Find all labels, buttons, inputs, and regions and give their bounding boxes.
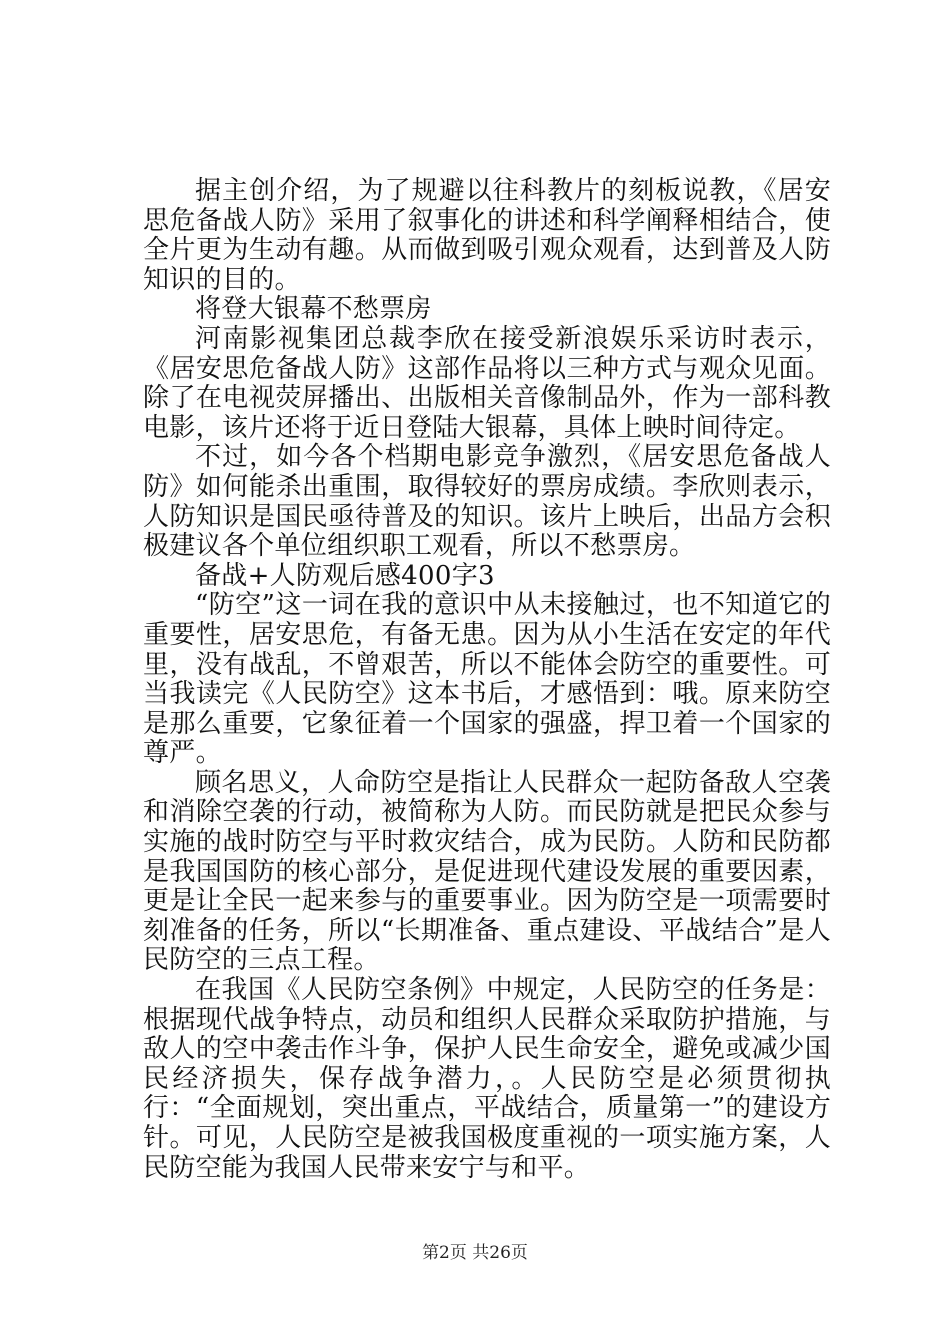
paragraph-regulations: 在我国《人民防空条例》中规定，人民防空的任务是：根据现代战争特点，动员和组织人民群众采取防护措施，与敌人的空中袭击作斗争，保护人民生命安全，避免或减少国民经济损失，保存战争潜力，。人民防空是必须贯彻执行：“全面规划，突出重点，平战结合，质量第一”的建设方针。可见，人民防空是被我国极度重视的一项实施方案，人民防空能为我国人民带来安宁与和平。 xyxy=(143,975,831,1183)
section-heading-box-office: 将登大银幕不愁票房 xyxy=(195,294,432,325)
paragraph-intro: 据主创介绍，为了规避以往科教片的刻板说教，《居安思危备战人防》采用了叙事化的讲述和科学阐释相结合，使全片更为生动有趣。从而做到吸引观众观看，达到普及人防知识的目的。 xyxy=(143,176,831,295)
paragraph-interview: 河南影视集团总裁李欣在接受新浪娱乐采访时表示，《居安思危备战人防》这部作品将以三种方式与观众见面。除了在电视荧屏播出、出版相关音像制品外，作为一部科教电影，该片还将于近日登陆大银幕，具体上映时间待定。 xyxy=(143,323,831,443)
paragraph-definition: 顾名思义，人命防空是指让人民群众一起防备敌人空袭和消除空袭的行动，被简称为人防。而民防就是把民众参与实施的战时防空与平时救灾结合，成为民防。人防和民防都是我国国防的核心部分，是促进现代建设发展的重要因素，更是让全民一起来参与的重要事业。因为防空是一项需要时刻准备的任务，所以“长期准备、重点建设、平战结合”是人民防空的三点工程。 xyxy=(143,767,831,976)
section-heading-review: 备战+人防观后感400字3 xyxy=(195,560,495,591)
paragraph-competition: 不过，如今各个档期电影竞争激烈，《居安思危备战人防》如何能杀出重围，取得较好的票房成绩。李欣则表示，人防知识是国民亟待普及的知识。该片上映后，出品方会积极建议各个单位组织职工观看，所以不愁票房。 xyxy=(143,442,831,562)
document-body xyxy=(143,177,831,1183)
paragraph-air-defense-meaning: “防空”这一词在我的意识中从未接触过，也不知道它的重要性，居安思危，有备无患。因为从小生活在安定的年代里，没有战乱，不曾艰苦，所以不能体会防空的重要性。可当我读完《人民防空》这本书后，才感悟到：哦。原来防空是那么重要，它象征着一个国家的强盛，捍卫着一个国家的尊严。 xyxy=(143,590,831,769)
page-footer: 第2页 共26页 xyxy=(422,1243,528,1263)
